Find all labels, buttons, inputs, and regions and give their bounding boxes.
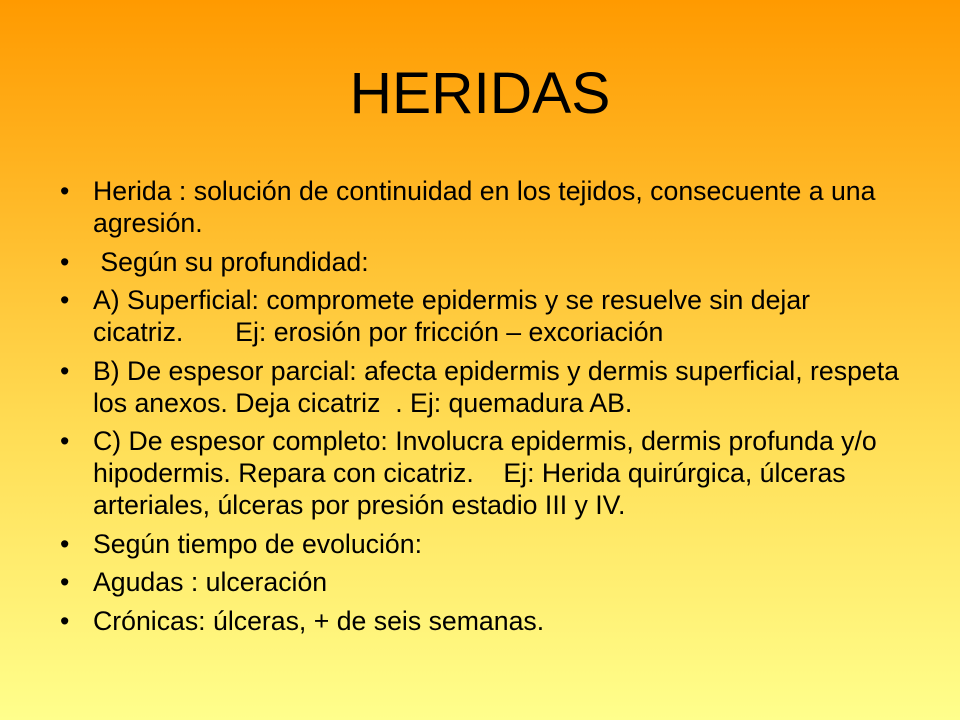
slide-title: HERIDAS	[349, 61, 611, 126]
bullet-text-line: C) De espesor completo: Involucra epidermis, dermis profunda y/o	[93, 426, 877, 456]
bullet-marker: •	[60, 355, 70, 386]
bullet-marker: •	[60, 285, 70, 315]
bullet-text-line: cicatriz. Ej: erosión por fricción – excoriación	[93, 317, 664, 347]
bullet-text-line: agresión.	[93, 208, 203, 238]
bullet-marker: •	[60, 605, 70, 636]
bullet-text-line: los anexos. Deja cicatriz . Ej: quemadura AB.	[93, 387, 633, 418]
bullet-text-line: hipodermis. Repara con cicatriz. Ej: Herida quirúrgica, úlceras	[93, 458, 846, 488]
bullet-item	[0, 605, 960, 637]
bullet-text-line: arteriales, úlceras por presión estadio III y IV.	[93, 490, 626, 520]
bullet-list	[0, 175, 960, 643]
bullet-item	[0, 425, 960, 521]
bullet-text-line: Según tiempo de evolución:	[93, 528, 422, 559]
bullet-item	[0, 246, 960, 278]
bullet-item	[0, 566, 960, 598]
bullet-item	[0, 284, 960, 348]
bullet-marker: •	[60, 567, 70, 597]
bullet-text-line: B) De espesor parcial: afecta epidermis y dermis superficial, respeta	[93, 355, 899, 386]
bullet-item	[0, 175, 960, 239]
bullet-marker: •	[60, 426, 70, 456]
bullet-text-line: A) Superficial: compromete epidermis y se resuelve sin dejar	[93, 285, 811, 315]
bullet-item	[0, 528, 960, 560]
bullet-text-line: Según su profundidad:	[93, 246, 369, 277]
bullet-text-line: Crónicas: úlceras, + de seis semanas.	[93, 605, 545, 636]
bullet-text-line: Agudas : ulceración	[93, 567, 328, 597]
bullet-marker: •	[60, 176, 70, 206]
bullet-marker: •	[60, 246, 70, 277]
bullet-text-line: Herida : solución de continuidad en los tejidos, consecuente a una	[93, 176, 876, 206]
bullet-item	[0, 355, 960, 419]
bullet-marker: •	[60, 528, 70, 559]
